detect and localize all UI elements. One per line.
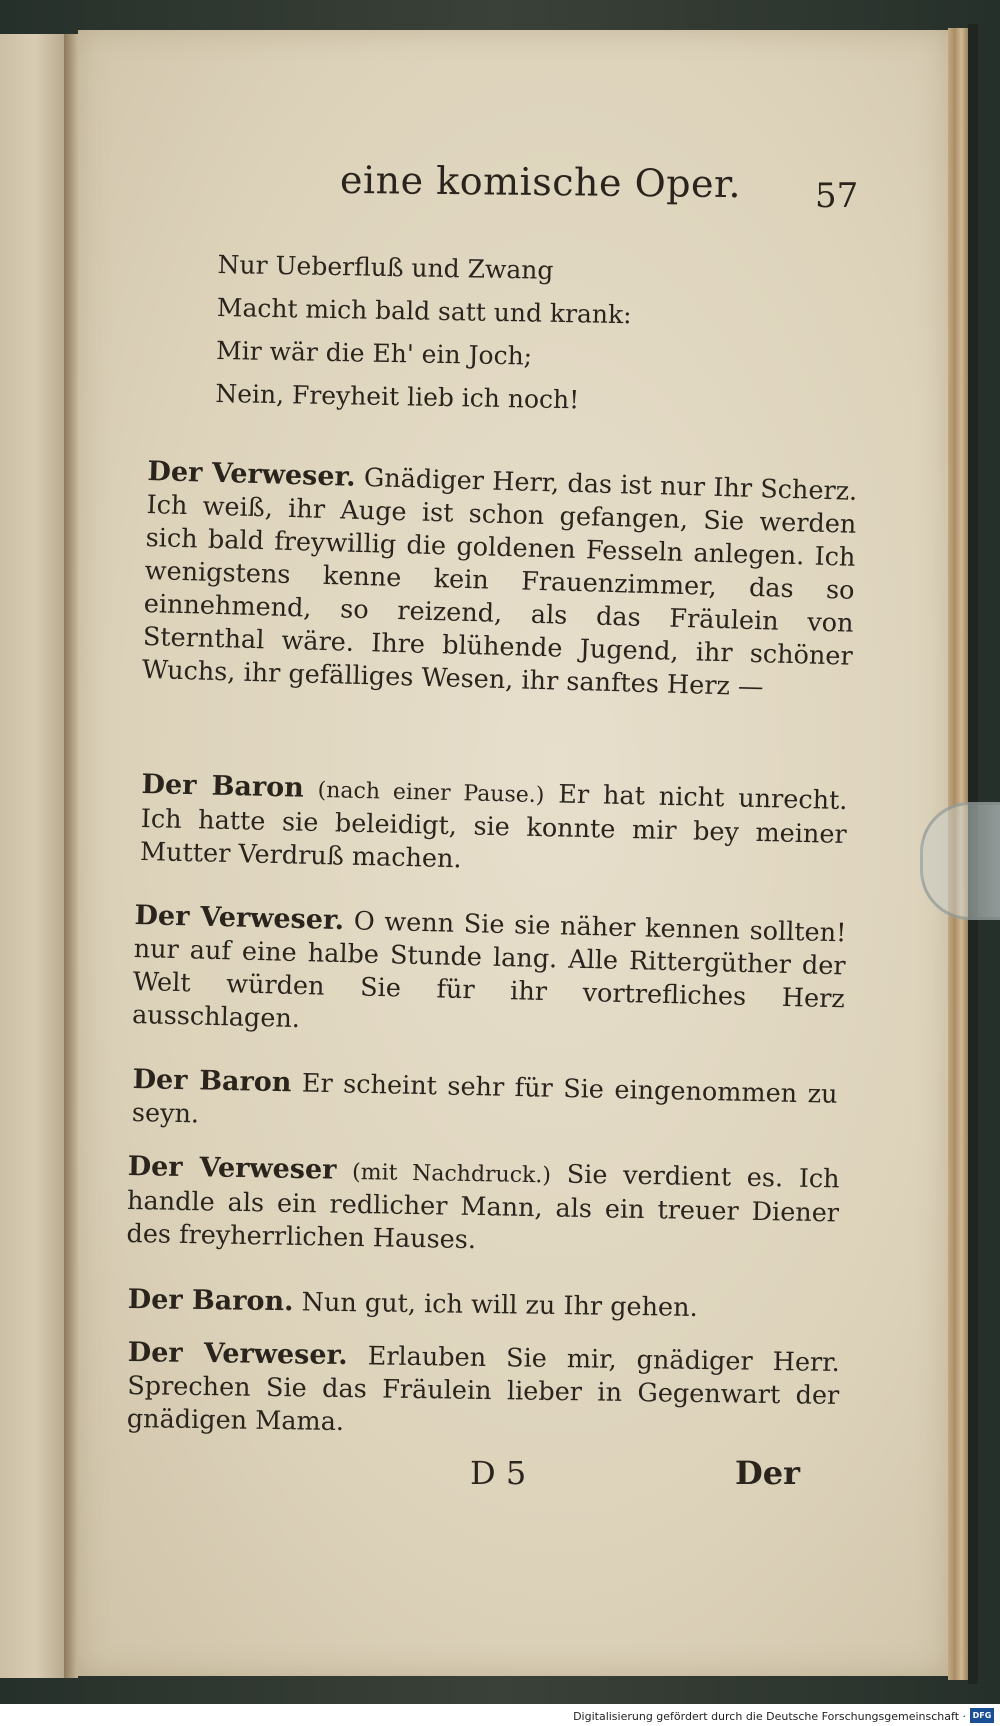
dialogue-text: Sie verdient es. Ich handle als ein redlicher Mann, als ein treuer Diener des freyherrlichen Hauses. (126, 1159, 840, 1256)
footer-bar (0, 1704, 1000, 1726)
catchword: Der (735, 1454, 800, 1492)
dialogue-paragraph (142, 455, 858, 707)
speaker-name: Der Verweser (127, 1150, 337, 1186)
stage-direction: (nach einer Pause.) (317, 777, 545, 809)
dialogue-text: Nun gut, ich will zu Ihr gehen. (301, 1287, 698, 1323)
speaker-name: Der Baron. (127, 1283, 294, 1318)
page-clip (920, 802, 1000, 920)
footer-credit: Digitalisierung gefördert durch die Deutsche Forschungsgemeinschaft · (573, 1710, 966, 1723)
dialogue-paragraph (127, 1336, 840, 1446)
speaker-name: Der Baron (141, 768, 305, 804)
verse-line: Mir wär die Eh' ein Joch; (215, 335, 533, 371)
dfg-logo-icon: DFG (970, 1708, 994, 1723)
verse-block (215, 243, 633, 422)
signature-mark: D 5 (470, 1454, 527, 1492)
speaker-name: Der Verweser. (127, 1336, 348, 1372)
verse-line: Nein, Freyheit lieb ich noch! (215, 378, 580, 415)
speaker-name: Der Verweser. (147, 455, 357, 493)
page-number: 57 (815, 176, 859, 216)
dialogue-text: Erlauben Sie mir, gnädiger Herr. Sprechen Sie das Fräulein lieber in Gegenwart der gnädigen Mama. (126, 1341, 840, 1438)
dialogue-text: Er hat nicht unrecht. Ich hatte sie beleidigt, sie konnte mir bey meiner Mutter Verdruß machen. (139, 779, 848, 875)
dialogue-text: Gnädiger Herr, das ist nur Ihr Scherz. Ich weiß, ihr Auge ist schon gefangen, Sie werden sich bald freywillig die goldenen Fesseln anlegen. Ich wenigstens kenne kein Frauenzimmer, das so einnehmend, so reizend, als das Fräulein von Sternthal wäre. Ihre blühende Jugend, ihr schöner Wuchs, ihr gefälliges Wesen, ihr sanftes Herz — (141, 463, 858, 703)
book-gutter (64, 34, 78, 1678)
dialogue-text: Er scheint sehr für Sie eingenommen zu seyn. (131, 1068, 838, 1130)
dialogue-paragraph (126, 1150, 840, 1263)
verse-line: Macht mich bald satt und krank: (216, 292, 632, 330)
dialogue-paragraph (140, 768, 848, 885)
dialogue-paragraph (132, 899, 847, 1049)
verse-line: Nur Ueberfluß und Zwang (217, 249, 554, 285)
dialogue-text: O wenn Sie sie näher kennen sollten! nur auf eine halbe Stunde lang. Alle Rittergüther der Welt würden Sie für ihr vortrefliches Herz ausschlagen. (131, 906, 847, 1035)
speaker-name: Der Baron (132, 1063, 292, 1099)
speaker-name: Der Verweser. (134, 899, 345, 937)
stage-direction: (mit Nachdruck.) (351, 1159, 552, 1189)
running-head: eine komische Oper. (339, 157, 742, 207)
left-page-edge (0, 34, 67, 1678)
